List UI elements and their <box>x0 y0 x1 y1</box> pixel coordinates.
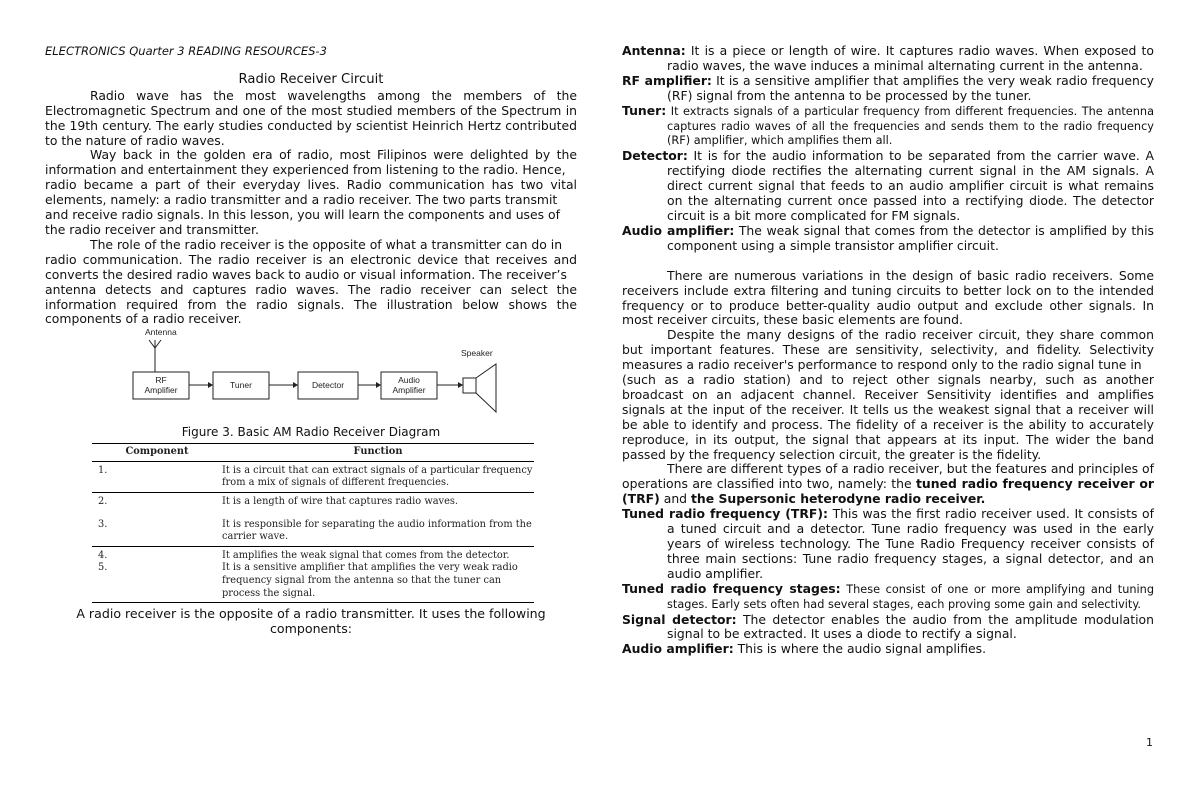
right-column <box>622 44 1154 657</box>
table-row: 3. It is responsible for separating the audio information from the carrier wave. <box>92 511 534 547</box>
speaker-icon <box>463 364 496 412</box>
rf-label-1: RF <box>155 375 167 386</box>
antenna-icon <box>149 340 161 372</box>
left-column <box>45 44 577 637</box>
definition-antenna: Antenna: It is a piece or length of wire. It captures radio waves. When exposed to radio waves, the wave induces a minimal alternating current in the antenna. <box>622 43 1154 73</box>
paragraph: the radio receiver and transmitter. <box>45 221 259 237</box>
definition-rf-amplifier: RF amplifier: It is a sensitive amplifier that amplifies the very weak radio frequency (RF) signal from the antenna to be processed by the tuner. <box>622 72 1155 103</box>
paragraph: There are different types of a radio receiver, but the features and principles of operations are classified into two, namely: the tuned radio frequency receiver or (TRF) and the Supersonic heterodyne radio receiver. <box>622 461 1154 507</box>
page-title: Radio Receiver Circuit <box>238 71 384 87</box>
audio-label-1: Audio <box>398 375 420 386</box>
definition-tuner: Tuner: It extracts signals of a particular frequency from different frequencies. The antenna captures radio waves of all the frequencies and sends them to the radio frequency (RF) amplifier, which amplifies them all. <box>622 102 1154 148</box>
term: Tuned radio frequency (TRF): <box>622 506 828 522</box>
term: Tuner: <box>622 102 667 118</box>
table-row: 5. It is a sensitive amplifier that amplifies the very weak radio frequency signal from the antenna so that the tuner can process the signal. <box>92 562 534 602</box>
term: Tuned radio frequency stages: <box>622 580 841 596</box>
figure-caption: Figure 3. Basic AM Radio Receiver Diagram <box>181 425 441 440</box>
paragraph: The role of the radio receiver is the opposite of what a transmitter can do in <box>90 236 563 252</box>
paragraph: Radio wave has the most wavelengths among the members of the Electromagnetic Spectrum and one of the most studied members of the Spectrum in the 19th century. The early studies conducted by scientist Heinrich Hertz contributed to the nature of radio waves. <box>45 87 577 148</box>
document-header: ELECTRONICS Quarter 3 READING RESOURCES-3 <box>45 44 327 58</box>
term: Antenna: <box>622 43 686 58</box>
table-header-function: Function <box>222 444 534 462</box>
paragraph: antenna detects and captures radio waves. The radio receiver can select the information required from the radio signals. The illustration below shows the components of a radio receiver. <box>45 281 577 327</box>
definition-audio-amplifier: Audio amplifier: The weak signal that comes from the detector is amplified by this component using a simple transistor amplifier circuit. <box>622 222 1154 253</box>
antenna-label: Antenna <box>145 327 177 338</box>
table-row: 2. It is a length of wire that captures radio waves. <box>98 496 459 507</box>
detector-label: Detector <box>311 380 345 391</box>
paragraph: (such as a radio station) and to reject other signals nearby, such as another broadcast on an adjacent channel. Receiver Sensitivity identifies and amplifies signals at the input of the receiver. It tells us the weakest signal that a receiver will be able to identify and process. The fidelity of a receiver is the ability to accurately reproduce, in its output, the signal that appears at its input. The wider the band passed by the frequency selection circuit, the greater is the fidelity. <box>622 372 1154 462</box>
spacer <box>622 254 1154 269</box>
paragraph: and receive radio signals. In this lesson, you will learn the components and uses of <box>45 207 560 223</box>
definition-signal-detector: Signal detector: The detector enables the audio from the amplitude modulation signal to be extracted. It uses a diode to rectify a signal. <box>622 611 1154 642</box>
paragraph: Despite the many designs of the radio receiver circuit, they share common but important features. These are sensitivity, selectivity, and fidelity. Selectivity measures a radio receiver's performance to respond only to the radio signal tune in <box>622 327 1154 373</box>
term: Audio amplifier: <box>622 222 735 238</box>
term: Audio amplifier: <box>622 641 734 657</box>
table-header-component: Component <box>92 444 222 462</box>
receiver-block-diagram <box>45 327 577 425</box>
speaker-label: Speaker <box>461 348 493 359</box>
audio-label-2: Amplifier <box>392 385 426 396</box>
paragraph: radio communication. The radio receiver is an electronic device that receives and converts the desired radio waves back to audio or visual information. The receiver’s <box>45 251 577 282</box>
definition-detector: Detector: It is for the audio information to be separated from the carrier wave. A rectifying diode rectifies the alternating current signal in the AM signals. A direct current signal that feeds to an audio amplifier circuit is what remains on the alternating current once passed into a rectifying diode. The detector circuit is a bit more complicated for FM signals. <box>622 148 1154 223</box>
page-number: 1 <box>1146 736 1153 749</box>
block-diagram-svg <box>45 327 577 425</box>
paragraph: There are numerous variations in the design of basic radio receivers. Some receivers include extra filtering and tuning circuits to better lock on to the intended frequency or to produce better-quality audio output and exclude other signals. In most receiver circuits, these basic elements are found. <box>622 267 1154 328</box>
components-intro: A radio receiver is the opposite of a radio transmitter. It uses the following components: <box>76 606 546 637</box>
term: Signal detector: <box>622 611 737 627</box>
tuner-label: Tuner <box>230 380 252 391</box>
definition-audio-amplifier-2: Audio amplifier: This is where the audio signal amplifies. <box>622 641 987 657</box>
table-row: 4. It amplifies the weak signal that comes from the detector. <box>98 549 510 561</box>
component-function-table <box>92 443 534 603</box>
table-row: 1. It is a circuit that can extract signals of a particular frequency from a mix of signals of different frequencies. <box>92 461 534 492</box>
rf-label-2: Amplifier <box>144 385 178 396</box>
term: RF amplifier: <box>622 72 712 88</box>
definition-trf: Tuned radio frequency (TRF): This was the first radio receiver used. It consists of a tuned circuit and a detector. Tune radio frequency was used in the early years of wireless technology. The Tune Radio Frequency receiver consists of three main sections: Tune radio frequency stages, a signal detector, and an audio amplifier. <box>622 506 1154 581</box>
definition-trf-stages: Tuned radio frequency stages: These consist of one or more amplifying and tuning stages. Early sets often had several stages, each proving some gain and selectivity. <box>622 580 1154 611</box>
paragraph: Way back in the golden era of radio, most Filipinos were delighted by the information and entertainment they experienced from listening to the radio. Hence, <box>45 147 577 178</box>
paragraph: radio became a part of their everyday lives. Radio communication has two vital elements, namely: a radio transmitter and a radio receiver. The two parts transmit <box>45 177 577 208</box>
term: Detector: <box>622 148 688 164</box>
